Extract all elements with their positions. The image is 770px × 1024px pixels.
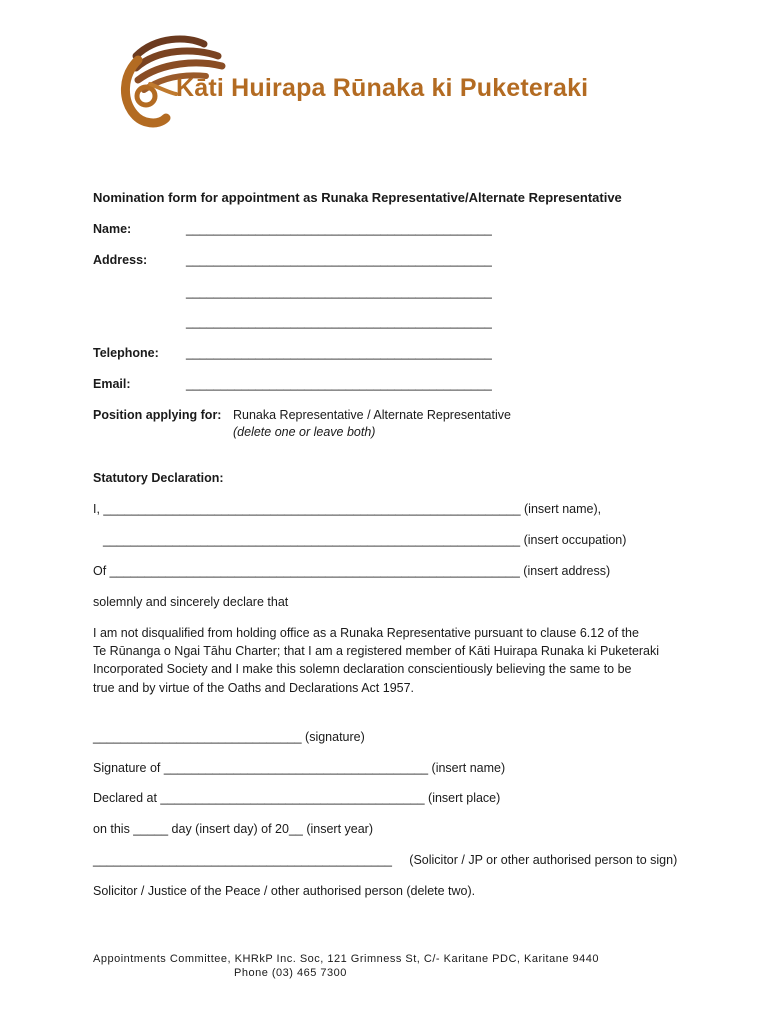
authorised-signature-field[interactable]: ___________________________________________ (Solicitor / JP or other authorised person to sign) (93, 853, 678, 867)
signature-of-field[interactable]: Signature of ______________________________________ (insert name) (93, 761, 506, 775)
declared-at-field[interactable]: Declared at ______________________________________ (insert place) (93, 791, 501, 805)
telephone-field[interactable]: ____________________________________________ (186, 346, 492, 360)
position-note: (delete one or leave both) (233, 425, 376, 439)
footer-phone: Phone (03) 465 7300 (234, 967, 347, 979)
declarant-name-field[interactable]: I, ____________________________________________________________ (insert name), (93, 502, 602, 516)
declaration-paragraph-line-4: true and by virtue of the Oaths and Declarations Act 1957. (93, 681, 415, 695)
authorised-person-note: Solicitor / Justice of the Peace / other authorised person (delete two). (93, 884, 476, 898)
date-field[interactable]: on this _____ day (insert day) of 20__ (insert year) (93, 822, 374, 836)
declaration-paragraph-line-3: Incorporated Society and I make this solemn declaration conscientiously believing the same to be (93, 662, 632, 676)
telephone-label: Telephone: (93, 346, 159, 360)
address-field-line-3[interactable]: ____________________________________________ (186, 315, 492, 329)
declaration-paragraph-line-2: Te Rūnanga o Ngai Tāhu Charter; that I am a registered member of Kāti Huirapa Runaka ki Puketeraki (93, 644, 660, 658)
address-field-line-2[interactable]: ____________________________________________ (186, 285, 492, 299)
declaration-paragraph-line-1: I am not disqualified from holding office as a Runaka Representative pursuant to clause 6.12 of the (93, 626, 639, 640)
occupation-field[interactable]: ____________________________________________________________ (insert occupation) (103, 533, 627, 547)
form-title: Nomination form for appointment as Runaka Representative/Alternate Representative (93, 190, 622, 205)
declarant-address-field[interactable]: Of ___________________________________________________________ (insert address) (93, 564, 611, 578)
footer-address: Appointments Committee, KHRkP Inc. Soc, 121 Grimness St, C/- Karitane PDC, Karitane 9440 (93, 953, 599, 965)
position-label: Position applying for: (93, 408, 222, 422)
address-label: Address: (93, 253, 148, 267)
email-label: Email: (93, 377, 131, 391)
solemnly-declare-text: solemnly and sincerely declare that (93, 595, 289, 609)
signature-field[interactable]: ______________________________ (signature) (93, 730, 365, 744)
organisation-name: Kāti Huirapa Rūnaka ki Puketeraki (176, 74, 589, 102)
name-label: Name: (93, 222, 132, 236)
position-value[interactable]: Runaka Representative / Alternate Representative (233, 408, 511, 422)
address-field-line-1[interactable]: ____________________________________________ (186, 253, 492, 267)
declaration-heading: Statutory Declaration: (93, 471, 224, 485)
name-field[interactable]: ____________________________________________ (186, 222, 492, 236)
email-field[interactable]: ____________________________________________ (186, 377, 492, 391)
